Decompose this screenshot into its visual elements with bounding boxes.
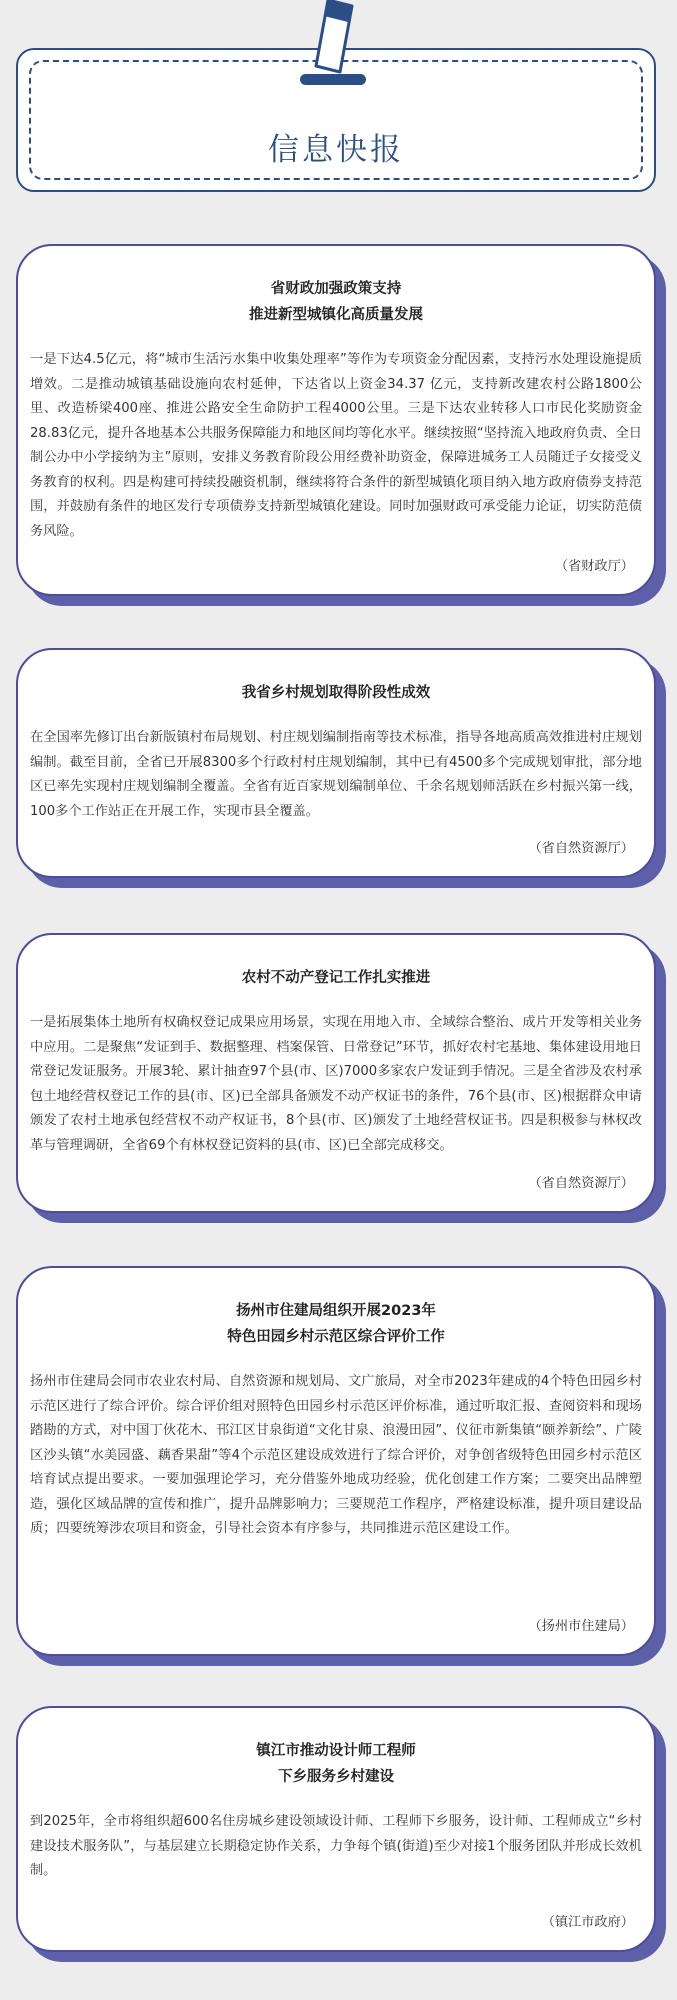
pen-icon [290, 0, 380, 90]
article-source: （扬州市住建局） [528, 1619, 634, 1634]
article-title: 扬州市住建局组织开展2023年 特色田园乡村示范区综合评价工作 [227, 1303, 445, 1345]
article-source: （省自然资源厅） [528, 841, 634, 856]
article-title: 农村不动产登记工作扎实推进 [241, 970, 431, 986]
article-card-3 [16, 933, 666, 1223]
article-source: （省自然资源厅） [528, 1176, 634, 1191]
article-title: 省财政加强政策支持 推进新型城镇化高质量发展 [249, 281, 423, 323]
article-title: 我省乡村规划取得阶段性成效 [241, 685, 431, 701]
article-source: （镇江市政府） [541, 1915, 634, 1930]
article-body: 在全国率先修订出台新版镇村布局规划、村庄规划编制指南等技术标准，指导各地高质高效推进村庄规划编制。截至目前，全省已开展8300多个行政村村庄规划编制，其中已有4500多个完成规划审批，部分地区已率先实现村庄规划编制全覆盖。全省有近百家规划编制单位、千余名规划师活跃在乡村振兴第一线，100多个工作站正在开展工作，实现市县全覆盖。 [30, 730, 642, 819]
article-body: 一是拓展集体土地所有权确权登记成果应用场景，实现在用地入市、全域综合整治、成片开发等相关业务中应用。二是聚焦“发证到手、数据整理、档案保管、日常登记”环节，抓好农村宅基地、集体建设用地日常登记发证服务。开展3轮、累计抽查97个县(市、区)7000多家农户发证到手情况。三是全省涉及农村承包土地经营权登记工作的县(市、区)已全部具备颁发不动产权证书的条件，76个县(市、区)根据群众申请颁发了农村土地承包经营权不动产权证书，8个县(市、区)颁发了土地经营权证书。四是积极参与林权改革与管理调研，全省69个有林权登记资料的县(市、区)已全部完成移交。 [30, 1015, 642, 1153]
article-card-4 [16, 1266, 666, 1666]
article-body: 扬州市住建局会同市农业农村局、自然资源和规划局、文广旅局，对全市2023年建成的4个特色田园乡村示范区进行了综合评价。综合评价组对照特色田园乡村示范区评价标准，通过听取汇报、查阅资料和现场踏勘的方式，对中国丁伙花木、邗江区甘泉街道“文化甘泉、浪漫田园”、仪征市新集镇“颐养新绘”、广陵区沙头镇“水美园盛、藕香果甜”等4个示范区建设成效进行了综合评价，对争创省级特色田园乡村示范区培育试点提出要求。一要加强理论学习，充分借鉴外地成功经验，优化创建工作方案；二要突出品牌塑造，强化区域品牌的宣传和推广，提升品牌影响力；三要规范工作程序，严格建设标准，提升项目建设品质；四要统筹涉农项目和资金，引导社会资本有序参与，共同推进示范区建设工作。 [30, 1374, 642, 1536]
article-body: 一是下达4.5亿元，将“城市生活污水集中收集处理率”等作为专项资金分配因素，支持污水处理设施提质增效。二是推动城镇基础设施向农村延伸，下达省以上资金34.37 亿元，支持新改建农村公路1800公里、改造桥梁400座、推进公路安全生命防护工程4000公里。三是下达农业转移人口市民化奖励资金28.83亿元，提升各地基本公共服务保障能力和地区间均等化水平。继续按照“坚持流入地政府负责、全日制公办中小学接纳为主”原则，安排义务教育阶段公用经费补助资金，保障进城务工人员随迁子女接受义务教育的权利。四是构建可持续投融资机制，继续将符合条件的新型城镇化项目纳入地方政府债券支持范围，并鼓励有条件的地区发行专项债券支持新型城镇化建设。同时加强财政可承受能力论证，切实防范债务风险。 [30, 352, 642, 539]
article-body: 到2025年，全市将组织超600名住房城乡建设领域设计师、工程师下乡服务，设计师、工程师成立“乡村建设技术服务队”，与基层建立长期稳定协作关系，力争每个镇(街道)至少对接1个服务团队并形成长效机制。 [30, 1814, 642, 1878]
article-card-5 [16, 1706, 666, 1962]
page-title: 信息快报 [268, 132, 404, 168]
article-card-1 [16, 244, 666, 606]
article-source: （省财政厅） [554, 559, 634, 574]
article-card-2 [16, 648, 666, 888]
article-title: 镇江市推动设计师工程师 下乡服务乡村建设 [256, 1743, 416, 1785]
